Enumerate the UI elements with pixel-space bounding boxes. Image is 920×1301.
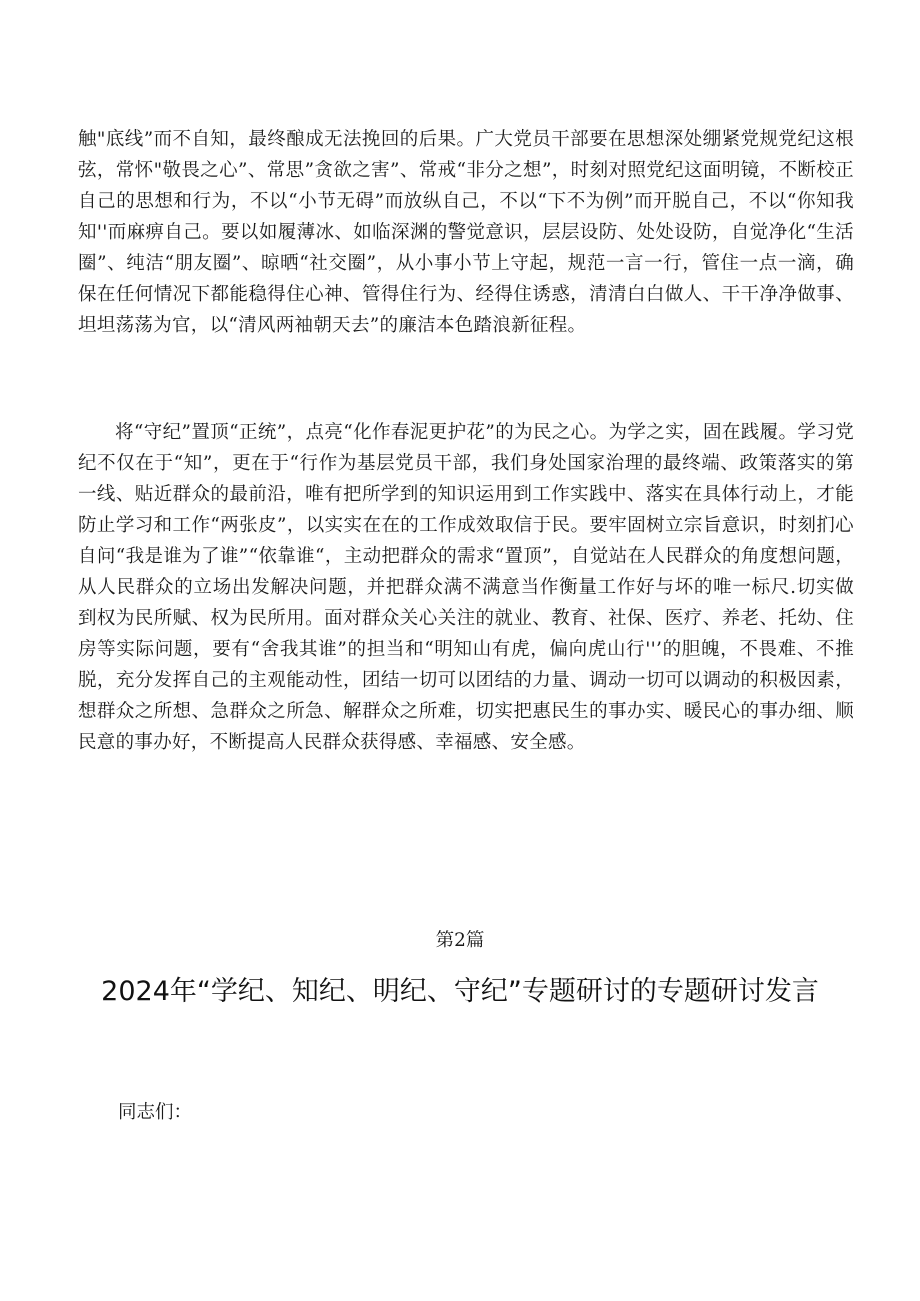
- section-label: 第2篇: [435, 930, 485, 951]
- body-paragraph-1: 触"底线”而不自知，最终酿成无法挽回的后果。广大党员干部要在思想深处绷紧党规党纪这根弦，常怀"敬畏之心”、常思”贪欲之害”、常戒“非分之想”，时刻对照党纪这面明镜，不断校正自己的思想和行为，不以“小节无碍”而放纵自己，不以“下不为例”而开脱自己，不以“你知我知''而麻痹自己。要以如履薄冰、如临深渊的警觉意识，层层设防、处处设防，自觉净化“生活圈”、纯洁“朋友圈”、晾晒“社交圈”，从小事小节上守起，规范一言一行，管住一点一滴，确保在任何情况下都能稳得住心神、管得住行为、经得住诱惑，清清白白做人、干干净净做事、坦坦荡荡为官，以“清风两袖朝天去”的廉洁本色踏浪新征程。: [78, 129, 854, 336]
- greeting-text: 同志们：: [118, 1102, 193, 1123]
- article-title: 2024年“学纪、知纪、明纪、守纪”专题研讨的专题研讨发言: [101, 976, 819, 1007]
- body-paragraph-2: 将“守纪”置顶“正统”，点亮“化作春泥更护花”的为民之心。为学之实，固在践履。学习党纪不仅在于“知”，更在于“行作为基层党员干部，我们身处国家治理的最终端、政策落实的第一线、贴近群众的最前沿，唯有把所学到的知识运用到工作实践中、落实在具体行动上，才能防止学习和工作“两张皮”，以实实在在的工作成效取信于民。要牢固树立宗旨意识，时刻扪心自问“我是谁为了谁”“依靠谁“，主动把群众的需求“置顶”，自觉站在人民群众的角度想问题，从人民群众的立场出发解决问题，并把群众满不满意当作衡量工作好与坏的唯一标尺.切实做到权为民所赋、权为民所用。面对群众关心关注的就业、教育、社保、医疗、养老、托幼、住房等实际问题，要有“舍我其谁”的担当和“明知山有虎，偏向虎山行''’的胆魄，不畏难、不推脱，充分发挥自己的主观能动性，团结一切可以团结的力量、调动一切可以调动的积极因素，想群众之所想、急群众之所急、解群众之所难，切实把惠民生的事办实、暖民心的事办细、顺民意的事办好，不断提高人民群众获得感、幸福感、安全感。: [78, 422, 854, 753]
